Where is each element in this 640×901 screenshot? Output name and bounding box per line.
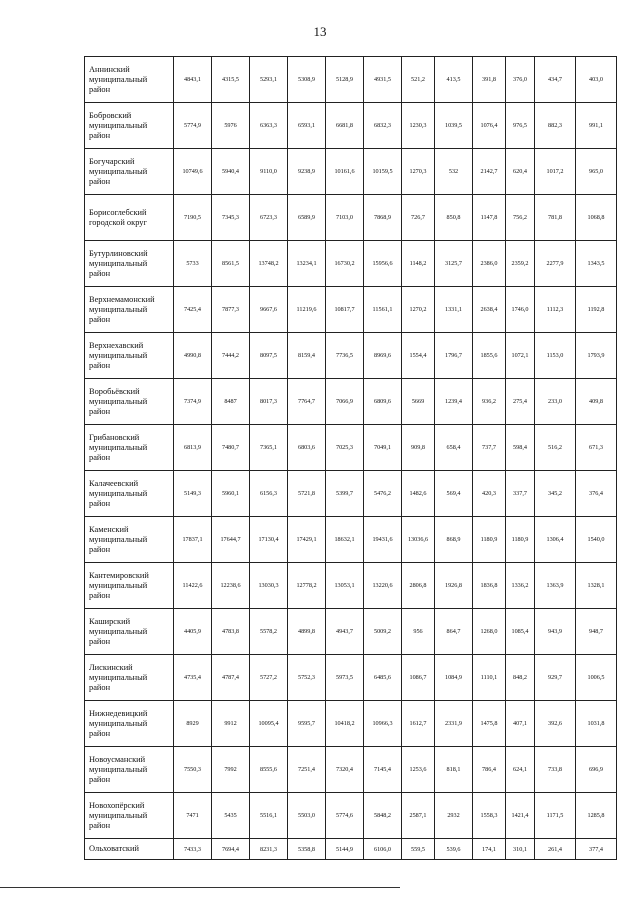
value-cell: 1855,6 bbox=[473, 333, 506, 379]
value-cell: 6593,1 bbox=[288, 103, 326, 149]
value-cell: 2932 bbox=[435, 793, 473, 839]
value-cell: 7550,3 bbox=[174, 747, 212, 793]
value-cell: 7374,9 bbox=[174, 379, 212, 425]
value-cell: 233,0 bbox=[535, 379, 576, 425]
value-cell: 407,1 bbox=[506, 701, 535, 747]
district-name-cell: Верхнемамонский муниципальный район bbox=[85, 287, 174, 333]
value-cell: 929,7 bbox=[535, 655, 576, 701]
value-cell: 1017,2 bbox=[535, 149, 576, 195]
value-cell: 696,9 bbox=[576, 747, 617, 793]
value-cell: 6363,3 bbox=[250, 103, 288, 149]
value-cell: 1110,1 bbox=[473, 655, 506, 701]
value-cell: 5399,7 bbox=[326, 471, 364, 517]
value-cell: 1068,8 bbox=[576, 195, 617, 241]
table-row bbox=[85, 563, 617, 609]
table-row bbox=[85, 149, 617, 195]
value-cell: 620,4 bbox=[506, 149, 535, 195]
value-cell: 4943,7 bbox=[326, 609, 364, 655]
footer-rule bbox=[0, 887, 400, 888]
table-row bbox=[85, 609, 617, 655]
value-cell: 5128,9 bbox=[326, 57, 364, 103]
value-cell: 818,1 bbox=[435, 747, 473, 793]
value-cell: 2331,9 bbox=[435, 701, 473, 747]
value-cell: 521,2 bbox=[402, 57, 435, 103]
value-cell: 5774,6 bbox=[326, 793, 364, 839]
value-cell: 261,4 bbox=[535, 839, 576, 860]
district-name-cell: Новоусманский муниципальный район bbox=[85, 747, 174, 793]
district-name-cell: Каширский муниципальный район bbox=[85, 609, 174, 655]
value-cell: 7345,3 bbox=[212, 195, 250, 241]
value-cell: 5144,9 bbox=[326, 839, 364, 860]
value-cell: 1363,9 bbox=[535, 563, 576, 609]
district-name-cell: Бобровский муниципальный район bbox=[85, 103, 174, 149]
value-cell: 598,4 bbox=[506, 425, 535, 471]
value-cell: 1084,9 bbox=[435, 655, 473, 701]
table-row bbox=[85, 195, 617, 241]
value-cell: 6681,8 bbox=[326, 103, 364, 149]
value-cell: 559,5 bbox=[402, 839, 435, 860]
value-cell: 10817,7 bbox=[326, 287, 364, 333]
value-cell: 7480,7 bbox=[212, 425, 250, 471]
value-cell: 6809,6 bbox=[364, 379, 402, 425]
value-cell: 376,0 bbox=[506, 57, 535, 103]
value-cell: 4843,1 bbox=[174, 57, 212, 103]
value-cell: 936,2 bbox=[473, 379, 506, 425]
table-row bbox=[85, 839, 617, 860]
value-cell: 7425,4 bbox=[174, 287, 212, 333]
value-cell: 1328,1 bbox=[576, 563, 617, 609]
value-cell: 1039,5 bbox=[435, 103, 473, 149]
value-cell: 5774,9 bbox=[174, 103, 212, 149]
value-cell: 3125,7 bbox=[435, 241, 473, 287]
value-cell: 17644,7 bbox=[212, 517, 250, 563]
value-cell: 5149,3 bbox=[174, 471, 212, 517]
district-name-cell: Каменский муниципальный район bbox=[85, 517, 174, 563]
value-cell: 726,7 bbox=[402, 195, 435, 241]
value-cell: 1072,1 bbox=[506, 333, 535, 379]
value-cell: 5752,3 bbox=[288, 655, 326, 701]
value-cell: 8487 bbox=[212, 379, 250, 425]
value-cell: 7190,5 bbox=[174, 195, 212, 241]
value-cell: 850,8 bbox=[435, 195, 473, 241]
value-cell: 11422,6 bbox=[174, 563, 212, 609]
district-name-cell: Ольховатский bbox=[85, 839, 174, 860]
value-cell: 2359,2 bbox=[506, 241, 535, 287]
table-row bbox=[85, 57, 617, 103]
district-name-cell: Верхнехавский муниципальный район bbox=[85, 333, 174, 379]
value-cell: 310,1 bbox=[506, 839, 535, 860]
value-cell: 7877,3 bbox=[212, 287, 250, 333]
value-cell: 434,7 bbox=[535, 57, 576, 103]
value-cell: 1086,7 bbox=[402, 655, 435, 701]
value-cell: 1475,8 bbox=[473, 701, 506, 747]
value-cell: 1336,2 bbox=[506, 563, 535, 609]
value-cell: 5733 bbox=[174, 241, 212, 287]
value-cell: 1343,5 bbox=[576, 241, 617, 287]
value-cell: 376,4 bbox=[576, 471, 617, 517]
value-cell: 5848,2 bbox=[364, 793, 402, 839]
value-cell: 1331,1 bbox=[435, 287, 473, 333]
table-row bbox=[85, 287, 617, 333]
value-cell: 1482,6 bbox=[402, 471, 435, 517]
district-name-cell: Кантемировский муниципальный район bbox=[85, 563, 174, 609]
value-cell: 6106,0 bbox=[364, 839, 402, 860]
value-cell: 5293,1 bbox=[250, 57, 288, 103]
table-body bbox=[85, 57, 617, 860]
value-cell: 174,1 bbox=[473, 839, 506, 860]
value-cell: 5973,5 bbox=[326, 655, 364, 701]
district-name-cell: Воробьёвский муниципальный район bbox=[85, 379, 174, 425]
value-cell: 5358,8 bbox=[288, 839, 326, 860]
value-cell: 19431,6 bbox=[364, 517, 402, 563]
table-row bbox=[85, 793, 617, 839]
value-cell: 275,4 bbox=[506, 379, 535, 425]
value-cell: 737,7 bbox=[473, 425, 506, 471]
value-cell: 10095,4 bbox=[250, 701, 288, 747]
value-cell: 1836,8 bbox=[473, 563, 506, 609]
value-cell: 2386,0 bbox=[473, 241, 506, 287]
value-cell: 4735,4 bbox=[174, 655, 212, 701]
value-cell: 5009,2 bbox=[364, 609, 402, 655]
value-cell: 9912 bbox=[212, 701, 250, 747]
value-cell: 7251,4 bbox=[288, 747, 326, 793]
value-cell: 7764,7 bbox=[288, 379, 326, 425]
value-cell: 13220,6 bbox=[364, 563, 402, 609]
value-cell: 4931,5 bbox=[364, 57, 402, 103]
table-row bbox=[85, 333, 617, 379]
value-cell: 345,2 bbox=[535, 471, 576, 517]
value-cell: 1239,4 bbox=[435, 379, 473, 425]
value-cell: 2638,4 bbox=[473, 287, 506, 333]
value-cell: 17130,4 bbox=[250, 517, 288, 563]
value-cell: 1171,5 bbox=[535, 793, 576, 839]
value-cell: 8017,3 bbox=[250, 379, 288, 425]
value-cell: 8929 bbox=[174, 701, 212, 747]
value-cell: 1796,7 bbox=[435, 333, 473, 379]
value-cell: 5976 bbox=[212, 103, 250, 149]
value-cell: 15956,6 bbox=[364, 241, 402, 287]
value-cell: 532 bbox=[435, 149, 473, 195]
value-cell: 7145,4 bbox=[364, 747, 402, 793]
value-cell: 10749,6 bbox=[174, 149, 212, 195]
value-cell: 6589,9 bbox=[288, 195, 326, 241]
value-cell: 1076,4 bbox=[473, 103, 506, 149]
table-row bbox=[85, 379, 617, 425]
value-cell: 6723,3 bbox=[250, 195, 288, 241]
value-cell: 2277,9 bbox=[535, 241, 576, 287]
value-cell: 4783,8 bbox=[212, 609, 250, 655]
value-cell: 7868,9 bbox=[364, 195, 402, 241]
value-cell: 8969,6 bbox=[364, 333, 402, 379]
value-cell: 956 bbox=[402, 609, 435, 655]
value-cell: 18632,1 bbox=[326, 517, 364, 563]
district-name-cell: Богучарский муниципальный район bbox=[85, 149, 174, 195]
value-cell: 7320,4 bbox=[326, 747, 364, 793]
value-cell: 9238,9 bbox=[288, 149, 326, 195]
value-cell: 413,5 bbox=[435, 57, 473, 103]
value-cell: 671,3 bbox=[576, 425, 617, 471]
value-cell: 1230,3 bbox=[402, 103, 435, 149]
value-cell: 1006,5 bbox=[576, 655, 617, 701]
value-cell: 5727,2 bbox=[250, 655, 288, 701]
value-cell: 1746,0 bbox=[506, 287, 535, 333]
value-cell: 1031,8 bbox=[576, 701, 617, 747]
value-cell: 516,2 bbox=[535, 425, 576, 471]
value-cell: 4405,9 bbox=[174, 609, 212, 655]
value-cell: 882,3 bbox=[535, 103, 576, 149]
value-cell: 658,4 bbox=[435, 425, 473, 471]
value-cell: 8555,6 bbox=[250, 747, 288, 793]
value-cell: 11561,1 bbox=[364, 287, 402, 333]
value-cell: 4990,8 bbox=[174, 333, 212, 379]
value-cell: 909,8 bbox=[402, 425, 435, 471]
value-cell: 5960,1 bbox=[212, 471, 250, 517]
value-cell: 391,8 bbox=[473, 57, 506, 103]
value-cell: 403,0 bbox=[576, 57, 617, 103]
value-cell: 6156,3 bbox=[250, 471, 288, 517]
value-cell: 1285,8 bbox=[576, 793, 617, 839]
value-cell: 1253,6 bbox=[402, 747, 435, 793]
value-cell: 8231,3 bbox=[250, 839, 288, 860]
value-cell: 1085,4 bbox=[506, 609, 535, 655]
value-cell: 5721,8 bbox=[288, 471, 326, 517]
value-cell: 1558,3 bbox=[473, 793, 506, 839]
value-cell: 1180,9 bbox=[506, 517, 535, 563]
value-cell: 409,8 bbox=[576, 379, 617, 425]
value-cell: 9667,6 bbox=[250, 287, 288, 333]
value-cell: 6803,6 bbox=[288, 425, 326, 471]
value-cell: 13234,1 bbox=[288, 241, 326, 287]
value-cell: 965,0 bbox=[576, 149, 617, 195]
value-cell: 7992 bbox=[212, 747, 250, 793]
value-cell: 976,5 bbox=[506, 103, 535, 149]
value-cell: 7433,3 bbox=[174, 839, 212, 860]
table-row bbox=[85, 517, 617, 563]
value-cell: 2806,8 bbox=[402, 563, 435, 609]
district-name-cell: Грибановский муниципальный район bbox=[85, 425, 174, 471]
value-cell: 7736,5 bbox=[326, 333, 364, 379]
value-cell: 8159,4 bbox=[288, 333, 326, 379]
value-cell: 6813,9 bbox=[174, 425, 212, 471]
district-name-cell: Лискинский муниципальный район bbox=[85, 655, 174, 701]
table-row bbox=[85, 701, 617, 747]
value-cell: 2587,1 bbox=[402, 793, 435, 839]
value-cell: 1270,3 bbox=[402, 149, 435, 195]
value-cell: 5578,2 bbox=[250, 609, 288, 655]
value-cell: 868,9 bbox=[435, 517, 473, 563]
table-row bbox=[85, 425, 617, 471]
value-cell: 4315,5 bbox=[212, 57, 250, 103]
value-cell: 1554,4 bbox=[402, 333, 435, 379]
value-cell: 10159,5 bbox=[364, 149, 402, 195]
value-cell: 12238,6 bbox=[212, 563, 250, 609]
value-cell: 1153,0 bbox=[535, 333, 576, 379]
value-cell: 5516,1 bbox=[250, 793, 288, 839]
table-row bbox=[85, 103, 617, 149]
value-cell: 5476,2 bbox=[364, 471, 402, 517]
value-cell: 5435 bbox=[212, 793, 250, 839]
value-cell: 7444,2 bbox=[212, 333, 250, 379]
district-name-cell: Борисоглебский городской округ bbox=[85, 195, 174, 241]
value-cell: 5308,9 bbox=[288, 57, 326, 103]
value-cell: 16730,2 bbox=[326, 241, 364, 287]
value-cell: 7365,1 bbox=[250, 425, 288, 471]
value-cell: 8561,5 bbox=[212, 241, 250, 287]
value-cell: 17429,1 bbox=[288, 517, 326, 563]
value-cell: 1540,0 bbox=[576, 517, 617, 563]
value-cell: 733,8 bbox=[535, 747, 576, 793]
value-cell: 7049,1 bbox=[364, 425, 402, 471]
value-cell: 13748,2 bbox=[250, 241, 288, 287]
value-cell: 1180,9 bbox=[473, 517, 506, 563]
value-cell: 2142,7 bbox=[473, 149, 506, 195]
value-cell: 539,6 bbox=[435, 839, 473, 860]
table-row bbox=[85, 471, 617, 517]
value-cell: 5503,0 bbox=[288, 793, 326, 839]
district-name-cell: Нижнедевицкий муниципальный район bbox=[85, 701, 174, 747]
value-cell: 10161,6 bbox=[326, 149, 364, 195]
value-cell: 7103,0 bbox=[326, 195, 364, 241]
value-cell: 624,1 bbox=[506, 747, 535, 793]
value-cell: 786,4 bbox=[473, 747, 506, 793]
value-cell: 864,7 bbox=[435, 609, 473, 655]
value-cell: 11219,6 bbox=[288, 287, 326, 333]
value-cell: 17837,1 bbox=[174, 517, 212, 563]
value-cell: 5669 bbox=[402, 379, 435, 425]
value-cell: 943,9 bbox=[535, 609, 576, 655]
value-cell: 337,7 bbox=[506, 471, 535, 517]
value-cell: 1112,3 bbox=[535, 287, 576, 333]
value-cell: 13053,1 bbox=[326, 563, 364, 609]
value-cell: 6832,3 bbox=[364, 103, 402, 149]
value-cell: 569,4 bbox=[435, 471, 473, 517]
value-cell: 4787,4 bbox=[212, 655, 250, 701]
district-name-cell: Калачеевский муниципальный район bbox=[85, 471, 174, 517]
value-cell: 13036,6 bbox=[402, 517, 435, 563]
value-cell: 10418,2 bbox=[326, 701, 364, 747]
value-cell: 377,4 bbox=[576, 839, 617, 860]
value-cell: 10966,3 bbox=[364, 701, 402, 747]
district-name-cell: Новохопёрский муниципальный район bbox=[85, 793, 174, 839]
value-cell: 781,8 bbox=[535, 195, 576, 241]
value-cell: 7025,3 bbox=[326, 425, 364, 471]
value-cell: 420,3 bbox=[473, 471, 506, 517]
value-cell: 1268,0 bbox=[473, 609, 506, 655]
value-cell: 4899,8 bbox=[288, 609, 326, 655]
value-cell: 1148,2 bbox=[402, 241, 435, 287]
value-cell: 6485,6 bbox=[364, 655, 402, 701]
table-row bbox=[85, 655, 617, 701]
value-cell: 1192,8 bbox=[576, 287, 617, 333]
value-cell: 12778,2 bbox=[288, 563, 326, 609]
value-cell: 9110,0 bbox=[250, 149, 288, 195]
value-cell: 756,2 bbox=[506, 195, 535, 241]
value-cell: 8097,5 bbox=[250, 333, 288, 379]
value-cell: 7471 bbox=[174, 793, 212, 839]
value-cell: 7066,9 bbox=[326, 379, 364, 425]
value-cell: 1421,4 bbox=[506, 793, 535, 839]
value-cell: 392,6 bbox=[535, 701, 576, 747]
value-cell: 7694,4 bbox=[212, 839, 250, 860]
value-cell: 1147,8 bbox=[473, 195, 506, 241]
value-cell: 9595,7 bbox=[288, 701, 326, 747]
table-row bbox=[85, 241, 617, 287]
page-number: 13 bbox=[313, 24, 327, 39]
value-cell: 13030,3 bbox=[250, 563, 288, 609]
value-cell: 1306,4 bbox=[535, 517, 576, 563]
value-cell: 1926,8 bbox=[435, 563, 473, 609]
district-name-cell: Аннинский муниципальный район bbox=[85, 57, 174, 103]
value-cell: 5940,4 bbox=[212, 149, 250, 195]
district-name-cell: Бутурлиновский муниципальный район bbox=[85, 241, 174, 287]
value-cell: 1612,7 bbox=[402, 701, 435, 747]
value-cell: 948,7 bbox=[576, 609, 617, 655]
value-cell: 1270,2 bbox=[402, 287, 435, 333]
value-cell: 1793,9 bbox=[576, 333, 617, 379]
data-table bbox=[84, 56, 617, 860]
value-cell: 991,1 bbox=[576, 103, 617, 149]
table-row bbox=[85, 747, 617, 793]
value-cell: 848,2 bbox=[506, 655, 535, 701]
